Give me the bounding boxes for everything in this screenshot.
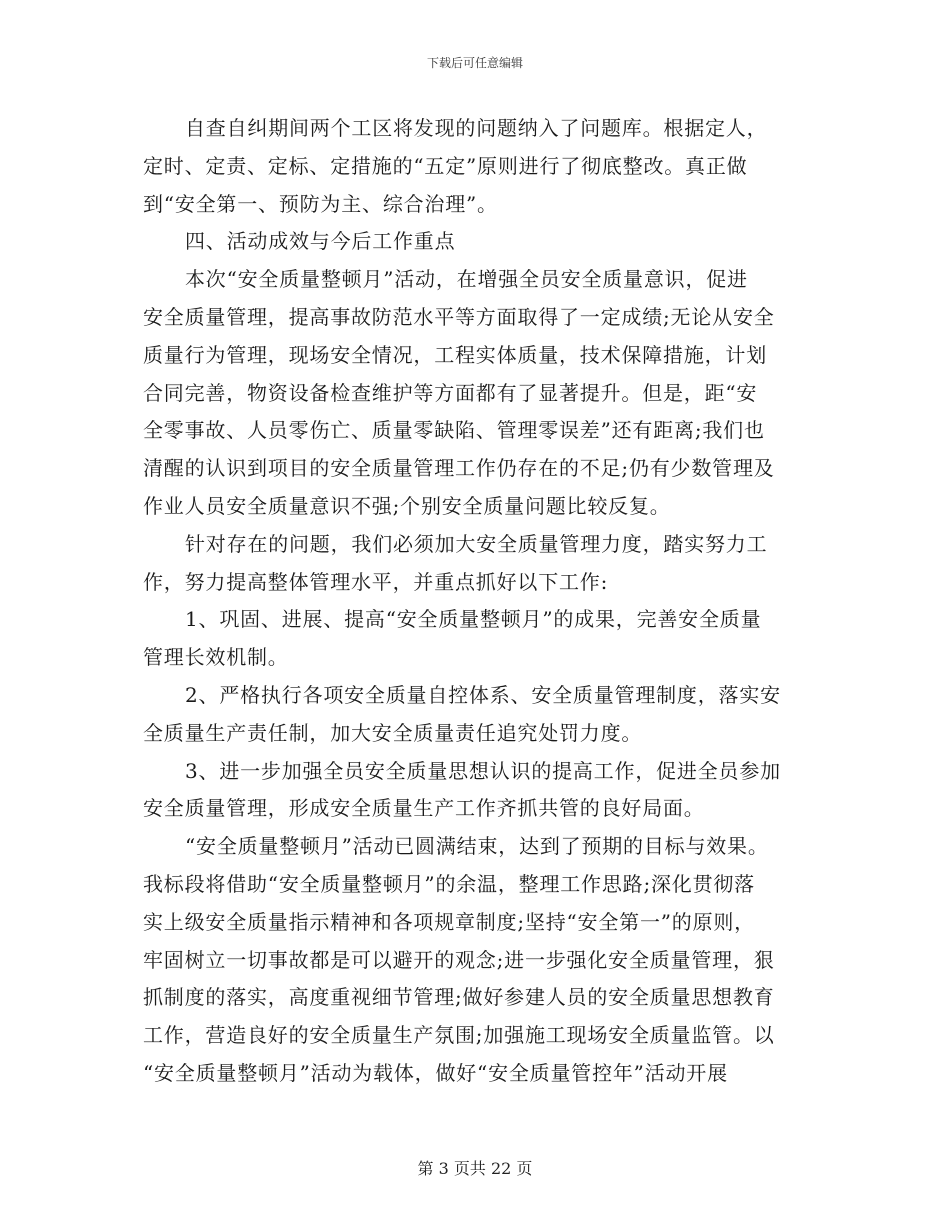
text-line: 1、巩固、进展、提高“安全质量整顿月”的成果，完善安全质量	[185, 607, 762, 632]
text-line: “安全质量整顿月”活动为载体，做好“安全质量管控年”活动开展	[143, 1060, 728, 1085]
text-line: 质量行为管理，现场安全情况，工程实体质量，技术保障措施，计划	[143, 342, 767, 367]
text-line: 到“安全第一、预防为主、综合治理”。	[143, 191, 498, 216]
text-line: 针对存在的问题，我们必须加大安全质量管理力度，踏实努力工	[185, 531, 768, 556]
text-line: 自查自纠期间两个工区将发现的问题纳入了问题库。根据定人，	[185, 116, 768, 140]
text-line: 本次“安全质量整顿月”活动，在增强全员安全质量意识，促进	[185, 267, 748, 292]
document-body	[143, 110, 808, 1093]
text-line: 3、进一步加强全员安全质量思想认识的提高工作，促进全员参加	[185, 758, 781, 783]
text-line: 我标段将借助“安全质量整顿月”的余温，整理工作思路;深化贯彻落	[143, 871, 755, 896]
text-line: 抓制度的落实，高度重视细节管理;做好参建人员的安全质量思想教育	[143, 985, 775, 1010]
text-line: 安全质量管理，形成安全质量生产工作齐抓共管的良好局面。	[143, 796, 705, 821]
page-footer: 第 3 页共 22 页	[417, 1159, 533, 1178]
text-line: 实上级安全质量指示精神和各项规章制度;坚持“安全第一”的原则，	[143, 909, 755, 934]
text-line: 清醒的认识到项目的安全质量管理工作仍存在的不足;仍有少数管理及	[143, 456, 775, 481]
text-line: 安全质量管理，提高事故防范水平等方面取得了一定成绩;无论从安全	[143, 304, 775, 329]
text-line: “安全质量整顿月”活动已圆满结束，达到了预期的目标与效果。	[185, 834, 769, 859]
text-line: 定时、定责、定标、定措施的“五定”原则进行了彻底整改。真正做	[143, 153, 748, 178]
text-line: 2、严格执行各项安全质量自控体系、安全质量管理制度，落实安	[185, 682, 781, 707]
text-line: 牢固树立一切事故都是可以避开的观念;进一步强化安全质量管理，狠	[143, 947, 775, 972]
text-line: 作业人员安全质量意识不强;个别安全质量问题比较反复。	[143, 493, 671, 518]
text-line: 四、活动成效与今后工作重点	[185, 229, 456, 254]
text-line: 作，努力提高整体管理水平，并重点抓好以下工作:	[143, 569, 609, 594]
text-line: 全质量生产责任制，加大安全质量责任追究处罚力度。	[143, 720, 643, 745]
text-line: 合同完善，物资设备检查维护等方面都有了显著提升。但是，距“安	[143, 380, 758, 405]
text-line: 工作，营造良好的安全质量生产氛围;加强施工现场安全质量监管。以	[143, 1023, 775, 1048]
text-line: 管理长效机制。	[143, 645, 289, 670]
page-header: 下载后可任意编辑	[426, 56, 523, 70]
text-line: 全零事故、人员零伤亡、质量零缺陷、管理零误差”还有距离;我们也	[143, 418, 765, 443]
